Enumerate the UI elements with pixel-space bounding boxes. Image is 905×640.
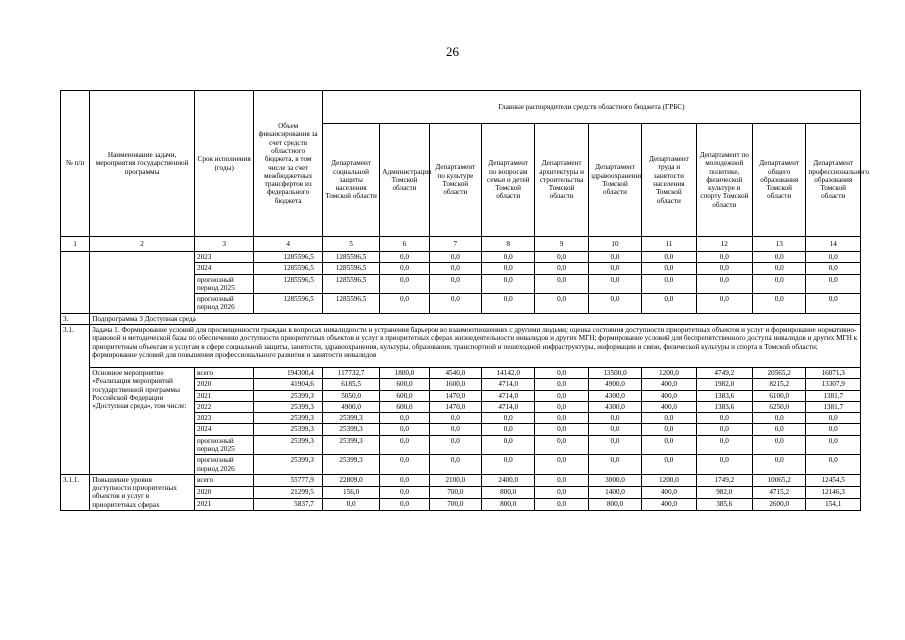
column-number: 6: [380, 237, 429, 252]
column-number: 3: [194, 237, 253, 252]
value-cell: 4540,0: [429, 367, 481, 378]
value-cell: 0,0: [535, 294, 588, 314]
task-text: Задача 1. Формирование условий для просвещенности граждан в вопросах инвалидности и устранения барьеров во взаимоотношениях с другими людьми; оценка состояния доступности приоритетных объектов и услуг и формирование нормативно-правовой и методической базы по обеспечению доступности приоритетных объектов и услуг в приоритетных сферах жизнедеятельности инвалидов и других МГН; формирование условий для беспрепятственного доступа инвалидов и других МГН к приоритетным объектам и услугам в сфере социальной защиты, занятости, здравоохранения, культуры, образования, транспортной и пешеходной инфраструктуры, информации и связи, физической культуры и спорта в Томской области; формирование условий для повышения профессионального развития и занятости инвалидов: [90, 324, 861, 367]
value-cell: 0,0: [429, 294, 481, 314]
value-cell: 1285596,5: [254, 263, 323, 274]
value-cell: 0,0: [806, 413, 861, 424]
subprogram-num: 3.: [61, 313, 90, 324]
value-cell: 12454,5: [806, 474, 861, 486]
term-cell: прогнозный период 2026: [194, 294, 253, 314]
value-cell: 25399,3: [322, 435, 379, 455]
value-cell: 1285596,5: [322, 294, 379, 314]
value-cell: 1285596,5: [254, 294, 323, 314]
value-cell: 1200,0: [642, 367, 696, 378]
value-cell: 1285596,5: [322, 252, 379, 263]
value-cell: 25399,3: [254, 435, 323, 455]
value-cell: 0,0: [642, 252, 696, 263]
value-cell: 0,0: [482, 274, 535, 294]
value-cell: 0,0: [588, 424, 641, 435]
value-cell: 0,0: [806, 435, 861, 455]
value-cell: 0,0: [535, 379, 588, 390]
value-cell: 0,0: [753, 435, 806, 455]
value-cell: 1285596,5: [254, 252, 323, 263]
empty-num-cell: [61, 252, 90, 314]
value-cell: 0,0: [482, 294, 535, 314]
value-cell: 0,0: [535, 474, 588, 486]
value-cell: 0,0: [753, 294, 806, 314]
value-cell: 800,0: [588, 498, 641, 510]
value-cell: 800,0: [482, 486, 535, 498]
value-cell: 600,0: [380, 401, 429, 412]
value-cell: 0,0: [429, 424, 481, 435]
header-num: № п/п: [61, 91, 90, 237]
term-cell: прогнозный период 2026: [194, 455, 253, 475]
value-cell: 0,0: [535, 413, 588, 424]
term-cell: 2020: [194, 486, 253, 498]
header-grbs-3: Департамент по культуре Томской области: [429, 124, 481, 237]
column-number: 12: [696, 237, 752, 252]
term-cell: прогнозный период 2025: [194, 435, 253, 455]
value-cell: 400,0: [642, 379, 696, 390]
value-cell: 1381,7: [806, 401, 861, 412]
value-cell: 0,0: [753, 274, 806, 294]
value-cell: 0,0: [588, 413, 641, 424]
value-cell: 21299,5: [254, 486, 323, 498]
value-cell: 194300,4: [254, 367, 323, 378]
value-cell: 0,0: [642, 413, 696, 424]
column-number: 7: [429, 237, 481, 252]
column-number: 11: [642, 237, 696, 252]
value-cell: 0,0: [696, 274, 752, 294]
value-cell: 0,0: [535, 390, 588, 401]
value-cell: 0,0: [806, 274, 861, 294]
value-cell: 0,0: [429, 263, 481, 274]
value-cell: 0,0: [696, 252, 752, 263]
value-cell: 385,6: [696, 498, 752, 510]
subprogram-row: [61, 313, 861, 324]
value-cell: 0,0: [696, 263, 752, 274]
header-grbs-7: Департамент труда и занятости населения Томской области: [642, 124, 696, 237]
value-cell: 0,0: [696, 424, 752, 435]
value-cell: 1383,6: [696, 401, 752, 412]
term-cell: 2023: [194, 252, 253, 263]
value-cell: 0,0: [535, 367, 588, 378]
column-number: 9: [535, 237, 588, 252]
value-cell: 0,0: [380, 294, 429, 314]
value-cell: 117732,7: [322, 367, 379, 378]
column-number: 1: [61, 237, 90, 252]
value-cell: 0,0: [588, 252, 641, 263]
value-cell: 0,0: [535, 424, 588, 435]
value-cell: 0,0: [753, 455, 806, 475]
term-cell: 2022: [194, 401, 253, 412]
header-grbs-10: Департамент профессионального образования Томской области: [806, 124, 861, 237]
value-cell: 0,0: [642, 424, 696, 435]
value-cell: 0,0: [380, 486, 429, 498]
value-cell: 600,0: [380, 379, 429, 390]
value-cell: 400,0: [642, 486, 696, 498]
value-cell: 4714,0: [482, 390, 535, 401]
term-cell: 2023: [194, 413, 253, 424]
header-grbs-9: Департамент общего образования Томской области: [753, 124, 806, 237]
value-cell: 1285596,5: [322, 274, 379, 294]
task-row: [61, 324, 861, 367]
subprogram-title: Подпрограмма 3 Доступная среда: [90, 313, 861, 324]
term-cell: 2024: [194, 424, 253, 435]
value-cell: 0,0: [806, 294, 861, 314]
value-cell: 0,0: [429, 413, 481, 424]
value-cell: 4715,2: [753, 486, 806, 498]
column-number: 2: [90, 237, 195, 252]
value-cell: 0,0: [588, 455, 641, 475]
value-cell: 700,0: [429, 498, 481, 510]
value-cell: 400,0: [642, 498, 696, 510]
header-grbs-4: Департамент по вопросам семьи и детей Томской области: [482, 124, 535, 237]
event-name: Повышение уровня доступности приоритетных объектов и услуг в приоритетных сферах: [90, 474, 195, 510]
header-grbs-title: Главные распорядители средств областного бюджета (ГРБС): [322, 91, 860, 124]
value-cell: 0,0: [588, 294, 641, 314]
value-cell: 2100,0: [429, 474, 481, 486]
value-cell: 0,0: [753, 252, 806, 263]
header-volume: Объем финансирования за счет средств областного бюджета, в том числе за счет межбюджетных трансфертов из федерального бюджета: [254, 91, 323, 237]
column-number: 8: [482, 237, 535, 252]
value-cell: 0,0: [380, 263, 429, 274]
value-cell: 0,0: [380, 474, 429, 486]
term-cell: 2024: [194, 263, 253, 274]
value-cell: 8215,2: [753, 379, 806, 390]
value-cell: 0,0: [642, 455, 696, 475]
value-cell: 0,0: [753, 424, 806, 435]
value-cell: 0,0: [429, 274, 481, 294]
value-cell: 22809,0: [322, 474, 379, 486]
table-row: [61, 367, 861, 378]
value-cell: 13307,9: [806, 379, 861, 390]
value-cell: 982,0: [696, 486, 752, 498]
main-event-name: Основное мероприятие «Реализация мероприятий государственной программы Российской Федерации «Доступная среда», том числе:: [90, 367, 195, 474]
value-cell: 2600,0: [753, 498, 806, 510]
value-cell: 6250,0: [753, 401, 806, 412]
value-cell: 0,0: [806, 252, 861, 263]
value-cell: 0,0: [380, 455, 429, 475]
value-cell: 6100,0: [753, 390, 806, 401]
value-cell: 0,0: [380, 252, 429, 263]
value-cell: 0,0: [429, 455, 481, 475]
value-cell: 0,0: [696, 294, 752, 314]
value-cell: 1383,6: [696, 390, 752, 401]
value-cell: 154,1: [806, 498, 861, 510]
value-cell: 4900,0: [322, 401, 379, 412]
value-cell: 0,0: [696, 455, 752, 475]
header-name: Наименование задачи, мероприятия государственной программы: [90, 91, 195, 237]
term-cell: всего: [194, 474, 253, 486]
value-cell: 0,0: [753, 413, 806, 424]
value-cell: 25399,3: [322, 424, 379, 435]
table-row: [61, 252, 861, 263]
value-cell: 0,0: [380, 413, 429, 424]
header-grbs-1: Департамент социальной защиты населения Томской области: [322, 124, 379, 237]
value-cell: 25399,3: [254, 455, 323, 475]
budget-table: [60, 90, 870, 511]
header-grbs-6: Департамент здравоохранения Томской области: [588, 124, 641, 237]
value-cell: 0,0: [535, 401, 588, 412]
value-cell: 1285596,5: [322, 263, 379, 274]
term-cell: 2021: [194, 390, 253, 401]
value-cell: 0,0: [380, 424, 429, 435]
value-cell: 0,0: [642, 263, 696, 274]
value-cell: 0,0: [642, 274, 696, 294]
value-cell: 25399,3: [254, 390, 323, 401]
value-cell: 0,0: [482, 435, 535, 455]
value-cell: 1285596,5: [254, 274, 323, 294]
value-cell: 0,0: [806, 424, 861, 435]
value-cell: 0,0: [588, 274, 641, 294]
column-number: 13: [753, 237, 806, 252]
value-cell: 0,0: [535, 435, 588, 455]
value-cell: 0,0: [535, 498, 588, 510]
header-grbs-2: Администрация Томской области: [380, 124, 429, 237]
value-cell: 0,0: [380, 435, 429, 455]
value-cell: 25399,3: [254, 413, 323, 424]
column-number: 14: [806, 237, 861, 252]
value-cell: 0,0: [429, 435, 481, 455]
table-row: [61, 474, 861, 486]
value-cell: 0,0: [380, 274, 429, 294]
page-number: 26: [446, 44, 459, 59]
value-cell: 20565,2: [753, 367, 806, 378]
value-cell: 1470,0: [429, 401, 481, 412]
value-cell: 400,0: [642, 401, 696, 412]
value-cell: 0,0: [696, 435, 752, 455]
value-cell: 0,0: [588, 435, 641, 455]
value-cell: 4714,0: [482, 401, 535, 412]
value-cell: 0,0: [380, 498, 429, 510]
value-cell: 1749,2: [696, 474, 752, 486]
value-cell: 156,0: [322, 486, 379, 498]
term-cell: всего: [194, 367, 253, 378]
value-cell: 0,0: [482, 424, 535, 435]
value-cell: 4900,0: [588, 379, 641, 390]
column-number: 4: [254, 237, 323, 252]
value-cell: 1800,0: [380, 367, 429, 378]
value-cell: 25399,3: [254, 424, 323, 435]
header-grbs-8: Департамент по молодежной политике, физической культуре и спорту Томской области: [696, 124, 752, 237]
value-cell: 0,0: [753, 263, 806, 274]
header-grbs-5: Департамент архитектуры и строительства Томской области: [535, 124, 588, 237]
header-term: Срок исполнения (годы): [194, 91, 253, 237]
value-cell: 1982,0: [696, 379, 752, 390]
value-cell: 5050,0: [322, 390, 379, 401]
value-cell: 1600,0: [429, 379, 481, 390]
value-cell: 0,0: [806, 455, 861, 475]
value-cell: 3000,0: [588, 474, 641, 486]
value-cell: 700,0: [429, 486, 481, 498]
term-cell: 2020: [194, 379, 253, 390]
value-cell: 0,0: [482, 263, 535, 274]
value-cell: 0,0: [806, 263, 861, 274]
value-cell: 0,0: [429, 252, 481, 263]
value-cell: 1381,7: [806, 390, 861, 401]
value-cell: 4749,2: [696, 367, 752, 378]
value-cell: 4300,0: [588, 390, 641, 401]
value-cell: 0,0: [535, 252, 588, 263]
value-cell: 800,0: [482, 498, 535, 510]
value-cell: 6185,5: [322, 379, 379, 390]
value-cell: 41904,6: [254, 379, 323, 390]
column-number: 5: [322, 237, 379, 252]
term-cell: 2021: [194, 498, 253, 510]
column-number: 10: [588, 237, 641, 252]
value-cell: 55777,9: [254, 474, 323, 486]
value-cell: 12146,3: [806, 486, 861, 498]
value-cell: 10065,2: [753, 474, 806, 486]
value-cell: 5837,7: [254, 498, 323, 510]
value-cell: 0,0: [535, 455, 588, 475]
value-cell: 16071,3: [806, 367, 861, 378]
value-cell: 4300,0: [588, 401, 641, 412]
event-num: 3.1.1.: [61, 474, 90, 510]
value-cell: 0,0: [535, 486, 588, 498]
value-cell: 0,0: [482, 455, 535, 475]
value-cell: 400,0: [642, 390, 696, 401]
value-cell: 0,0: [642, 435, 696, 455]
value-cell: 0,0: [535, 274, 588, 294]
task-num: 3.1.: [61, 324, 90, 474]
value-cell: 0,0: [642, 294, 696, 314]
value-cell: 0,0: [482, 252, 535, 263]
value-cell: 1200,0: [642, 474, 696, 486]
value-cell: 13500,0: [588, 367, 641, 378]
value-cell: 25399,3: [322, 413, 379, 424]
value-cell: 0,0: [482, 413, 535, 424]
term-cell: прогнозный период 2025: [194, 274, 253, 294]
value-cell: 4714,0: [482, 379, 535, 390]
value-cell: 2400,0: [482, 474, 535, 486]
value-cell: 0,0: [535, 263, 588, 274]
value-cell: 0,0: [588, 263, 641, 274]
value-cell: 0,0: [322, 498, 379, 510]
value-cell: 25399,3: [254, 401, 323, 412]
empty-name-cell: [90, 252, 195, 314]
value-cell: 14142,0: [482, 367, 535, 378]
value-cell: 600,0: [380, 390, 429, 401]
value-cell: 1400,0: [588, 486, 641, 498]
value-cell: 1470,0: [429, 390, 481, 401]
value-cell: 0,0: [696, 413, 752, 424]
value-cell: 25399,3: [322, 455, 379, 475]
